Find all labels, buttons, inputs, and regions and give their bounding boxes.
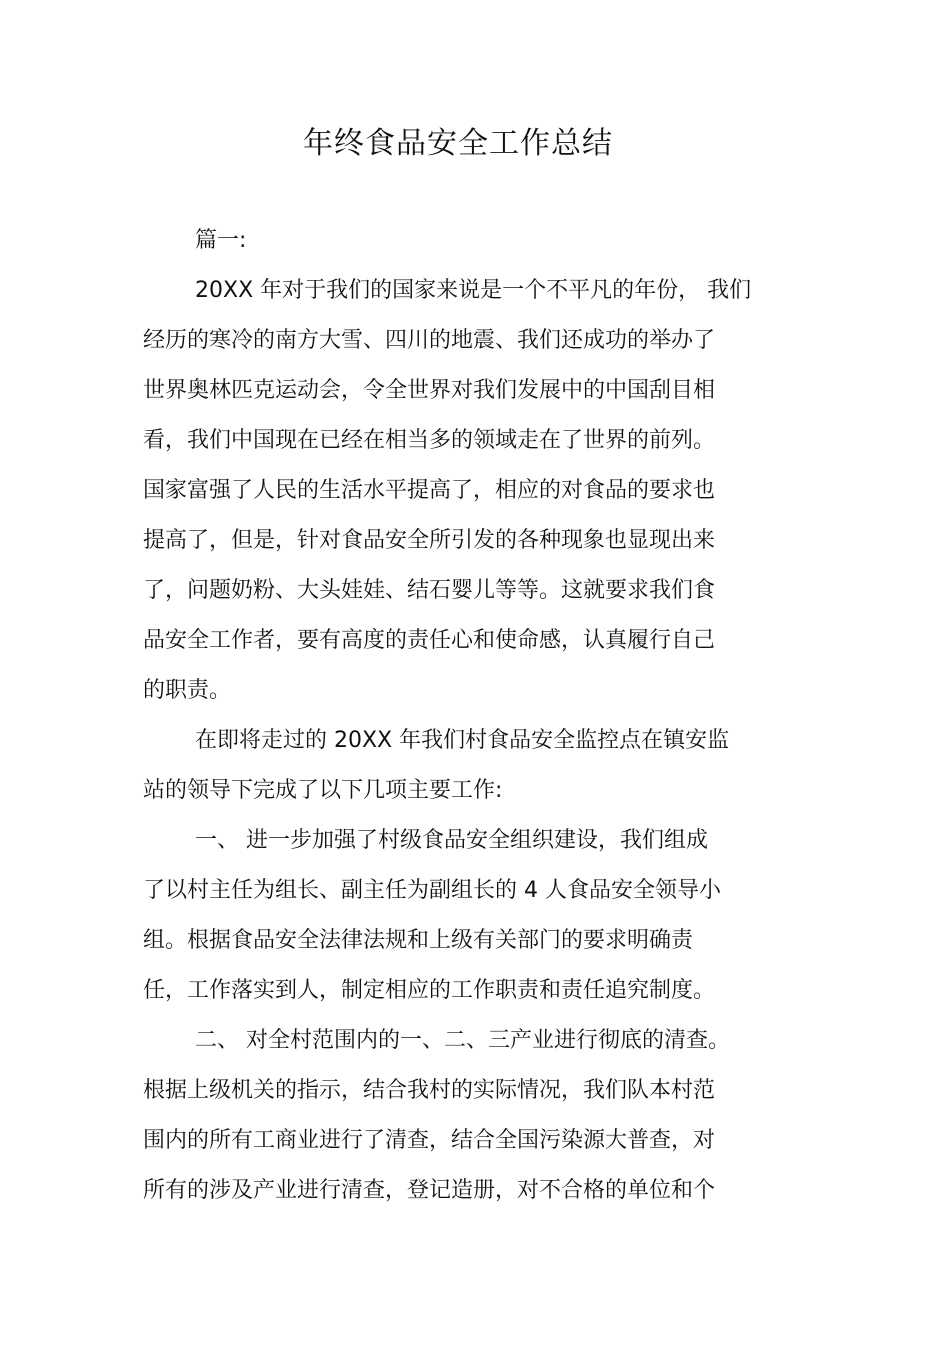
body-line: 提高了，但是，针对食品安全所引发的各种现象也显现出来 bbox=[143, 528, 716, 553]
body-line: 20XX 年对于我们的国家来说是一个不平凡的年份， 我们 bbox=[195, 278, 752, 303]
body-line: 围内的所有工商业进行了清查，结合全国污染源大普查，对 bbox=[143, 1128, 716, 1153]
body-line: 的职责。 bbox=[143, 678, 232, 703]
body-line: 了，问题奶粉、大头娃娃、结石婴儿等等。这就要求我们食 bbox=[143, 578, 716, 603]
section-heading: 篇一: bbox=[195, 228, 247, 253]
body-line: 国家富强了人民的生活水平提高了，相应的对食品的要求也 bbox=[143, 478, 716, 503]
body-line: 看，我们中国现在已经在相当多的领域走在了世界的前列。 bbox=[143, 428, 716, 453]
numbered-item: 一、 进一步加强了村级食品安全组织建设，我们组成 bbox=[195, 828, 708, 853]
body-line: 品安全工作者，要有高度的责任心和使命感，认真履行自己 bbox=[143, 628, 716, 653]
document-title: 年终食品安全工作总结 bbox=[303, 126, 613, 161]
body-line: 了以村主任为组长、副主任为副组长的 4 人食品安全领导小 bbox=[143, 878, 721, 903]
body-line: 经历的寒冷的南方大雪、四川的地震、我们还成功的举办了 bbox=[143, 328, 716, 353]
body-line: 站的领导下完成了以下几项主要工作: bbox=[143, 778, 503, 803]
body-line: 世界奥林匹克运动会，令全世界对我们发展中的中国刮目相 bbox=[143, 378, 716, 403]
body-line: 任，工作落实到人，制定相应的工作职责和责任追究制度。 bbox=[143, 978, 716, 1003]
numbered-item: 二、 对全村范围内的一、二、三产业进行彻底的清查。 bbox=[195, 1028, 730, 1053]
body-line: 根据上级机关的指示，结合我村的实际情况，我们队本村范 bbox=[143, 1078, 716, 1103]
body-line: 在即将走过的 20XX 年我们村食品安全监控点在镇安监 bbox=[195, 728, 730, 753]
body-line: 所有的涉及产业进行清查，登记造册，对不合格的单位和个 bbox=[143, 1178, 716, 1203]
body-line: 组。根据食品安全法律法规和上级有关部门的要求明确责 bbox=[143, 928, 694, 953]
